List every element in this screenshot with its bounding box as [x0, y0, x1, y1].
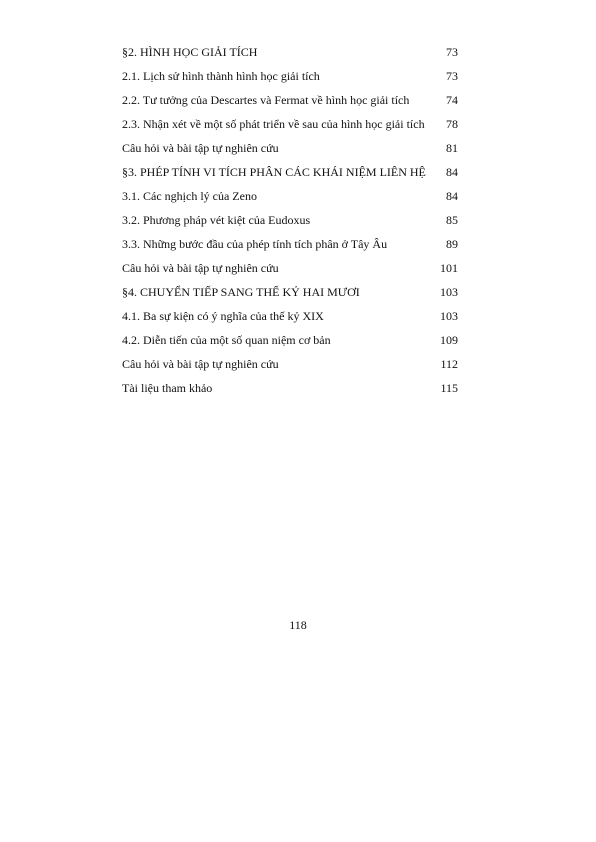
toc-entry-page: 84 — [446, 165, 458, 179]
toc-entry-page: 73 — [446, 69, 458, 83]
toc-entry-title: 4.2. Diễn tiến của một số quan niệm cơ bản — [122, 333, 331, 347]
toc-entry-title: 3.2. Phương pháp vét kiệt của Eudoxus — [122, 213, 311, 227]
toc-entry-title: §3. PHÉP TÍNH VI TÍCH PHÂN CÁC KHÁI NIỆM LIÊN HỆ — [122, 165, 426, 179]
toc-entry — [122, 64, 458, 88]
toc-entry-title: §2. HÌNH HỌC GIẢI TÍCH — [122, 45, 258, 59]
toc-entry-title: Câu hỏi và bài tập tự nghiên cứu — [122, 261, 279, 275]
page-number: 118 — [289, 618, 307, 632]
toc-entry — [122, 232, 458, 256]
toc-entry-title: §4. CHUYỂN TIẾP SANG THẾ KỶ HAI MƯƠI — [122, 285, 360, 299]
toc-entry — [122, 304, 458, 328]
toc-entry-page: 78 — [446, 117, 458, 131]
toc-entry-title: 3.3. Những bước đầu của phép tính tích phân ở Tây Âu — [122, 237, 388, 251]
toc-entry — [122, 184, 458, 208]
toc-entry-page: 115 — [440, 381, 458, 395]
toc-entry-page: 101 — [440, 261, 458, 275]
toc-entry-page: 112 — [440, 357, 458, 371]
toc-entry — [122, 376, 458, 400]
toc-entry-title: 2.2. Tư tưởng của Descartes và Fermat về hình học giải tích — [122, 93, 410, 107]
toc-entry — [122, 352, 458, 376]
toc-entry-page: 85 — [446, 213, 458, 227]
toc-entry-page: 89 — [446, 237, 458, 251]
toc-entry-title: Tài liệu tham khảo — [122, 381, 213, 395]
toc-entry-title: 4.1. Ba sự kiện có ý nghĩa của thế kỷ XIX — [122, 309, 324, 323]
toc-entry-title: 3.1. Các nghịch lý của Zeno — [122, 189, 257, 203]
toc-entry-title: 2.3. Nhận xét về một số phát triển về sau của hình học giải tích — [122, 117, 425, 131]
toc-entry — [122, 112, 458, 136]
toc-entry — [122, 328, 458, 352]
toc-entry — [122, 136, 458, 160]
toc-entry-page: 103 — [440, 285, 458, 299]
toc-entry — [122, 160, 458, 184]
toc-entry-page: 73 — [446, 45, 458, 59]
toc-entry — [122, 256, 458, 280]
toc-entry — [122, 208, 458, 232]
toc-entry-page: 103 — [440, 309, 458, 323]
toc-entry-page: 74 — [446, 93, 458, 107]
toc-entry-page: 109 — [440, 333, 458, 347]
toc-entry — [122, 88, 458, 112]
table-of-contents — [122, 40, 458, 400]
toc-entry — [122, 280, 458, 304]
toc-entry-title: 2.1. Lịch sử hình thành hình học giải tích — [122, 69, 320, 83]
toc-entry-title: Câu hỏi và bài tập tự nghiên cứu — [122, 141, 279, 155]
toc-entry-page: 84 — [446, 189, 458, 203]
toc-entry-title: Câu hỏi và bài tập tự nghiên cứu — [122, 357, 279, 371]
toc-entry-page: 81 — [446, 141, 458, 155]
toc-entry — [122, 40, 458, 64]
